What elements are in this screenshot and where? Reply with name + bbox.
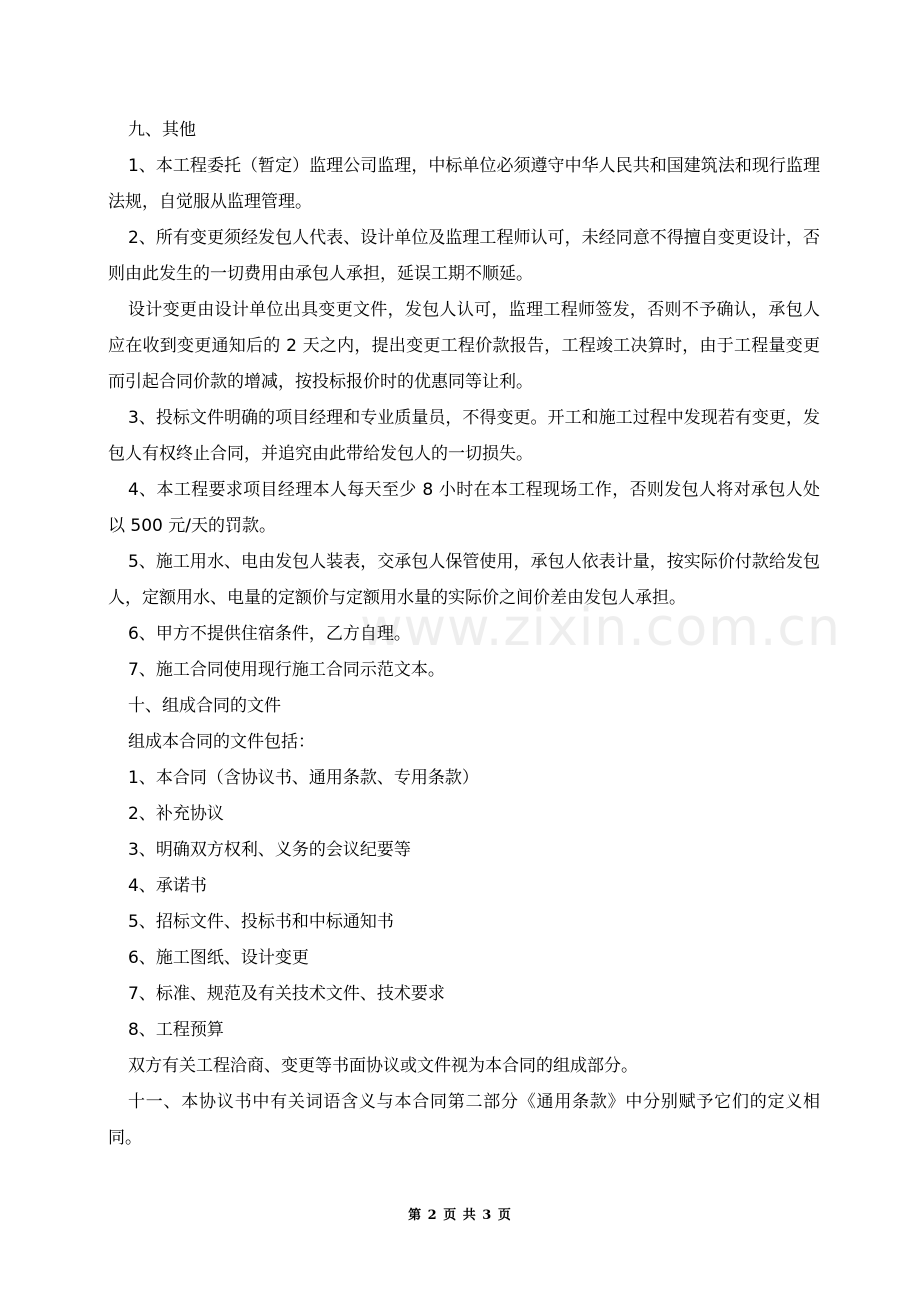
- section-heading-eleven: 十一、本协议书中有关词语含义与本合同第二部分《通用条款》中分别赋予它们的定义相同。: [108, 1092, 820, 1148]
- page-number-footer: 第 2 页 共 3 页: [408, 1208, 512, 1223]
- list-item: 3、明确双方权利、义务的会议纪要等: [128, 840, 411, 860]
- list-item: 8、工程预算: [128, 1020, 224, 1040]
- document-body: [108, 112, 820, 1156]
- list-item: 4、承诺书: [128, 876, 207, 896]
- watermark: www.zixin.com.cn: [360, 598, 841, 658]
- list-item: 7、标准、规范及有关技术文件、技术要求: [128, 984, 445, 1004]
- section-heading-contract-documents: 十、组成合同的文件: [128, 696, 281, 716]
- paragraph: 1、本工程委托（暂定）监理公司监理，中标单位必须遵守中华人民共和国建筑法和现行监理法规，自觉服从监理管理。: [108, 156, 820, 212]
- list-item: 2、补充协议: [128, 804, 224, 824]
- paragraph: 4、本工程要求项目经理本人每天至少 8 小时在本工程现场工作，否则发包人将对承包人处以 500 元/天的罚款。: [108, 480, 820, 536]
- list-item: 5、招标文件、投标书和中标通知书: [128, 912, 394, 932]
- paragraph: 组成本合同的文件包括：: [128, 732, 315, 752]
- paragraph: 3、投标文件明确的项目经理和专业质量员，不得变更。开工和施工过程中发现若有变更，发包人有权终止合同，并追究由此带给发包人的一切损失。: [108, 408, 820, 464]
- section-heading-other: 九、其他: [128, 120, 196, 140]
- list-item: 1、本合同（含协议书、通用条款、专用条款）: [128, 768, 479, 788]
- paragraph: 5、施工用水、电由发包人装表，交承包人保管使用，承包人依表计量，按实际价付款给发包人，定额用水、电量的定额价与定额用水量的实际价之间价差由发包人承担。: [108, 552, 820, 608]
- paragraph: 双方有关工程洽商、变更等书面协议或文件视为本合同的组成部分。: [128, 1056, 638, 1076]
- paragraph: 2、所有变更须经发包人代表、设计单位及监理工程师认可，未经同意不得擅自变更设计，否则由此发生的一切费用由承包人承担，延误工期不顺延。: [108, 228, 820, 284]
- list-item: 6、施工图纸、设计变更: [128, 948, 309, 968]
- paragraph: 设计变更由设计单位出具变更文件，发包人认可，监理工程师签发，否则不予确认，承包人应在收到变更通知后的 2 天之内，提出变更工程价款报告，工程竣工决算时，由于工程量变更而引起合同价款的增减，按投标报价时的优惠同等让利。: [108, 300, 820, 392]
- paragraph: 7、施工合同使用现行施工合同示范文本。: [128, 660, 445, 680]
- paragraph: 6、甲方不提供住宿条件，乙方自理。: [128, 624, 411, 644]
